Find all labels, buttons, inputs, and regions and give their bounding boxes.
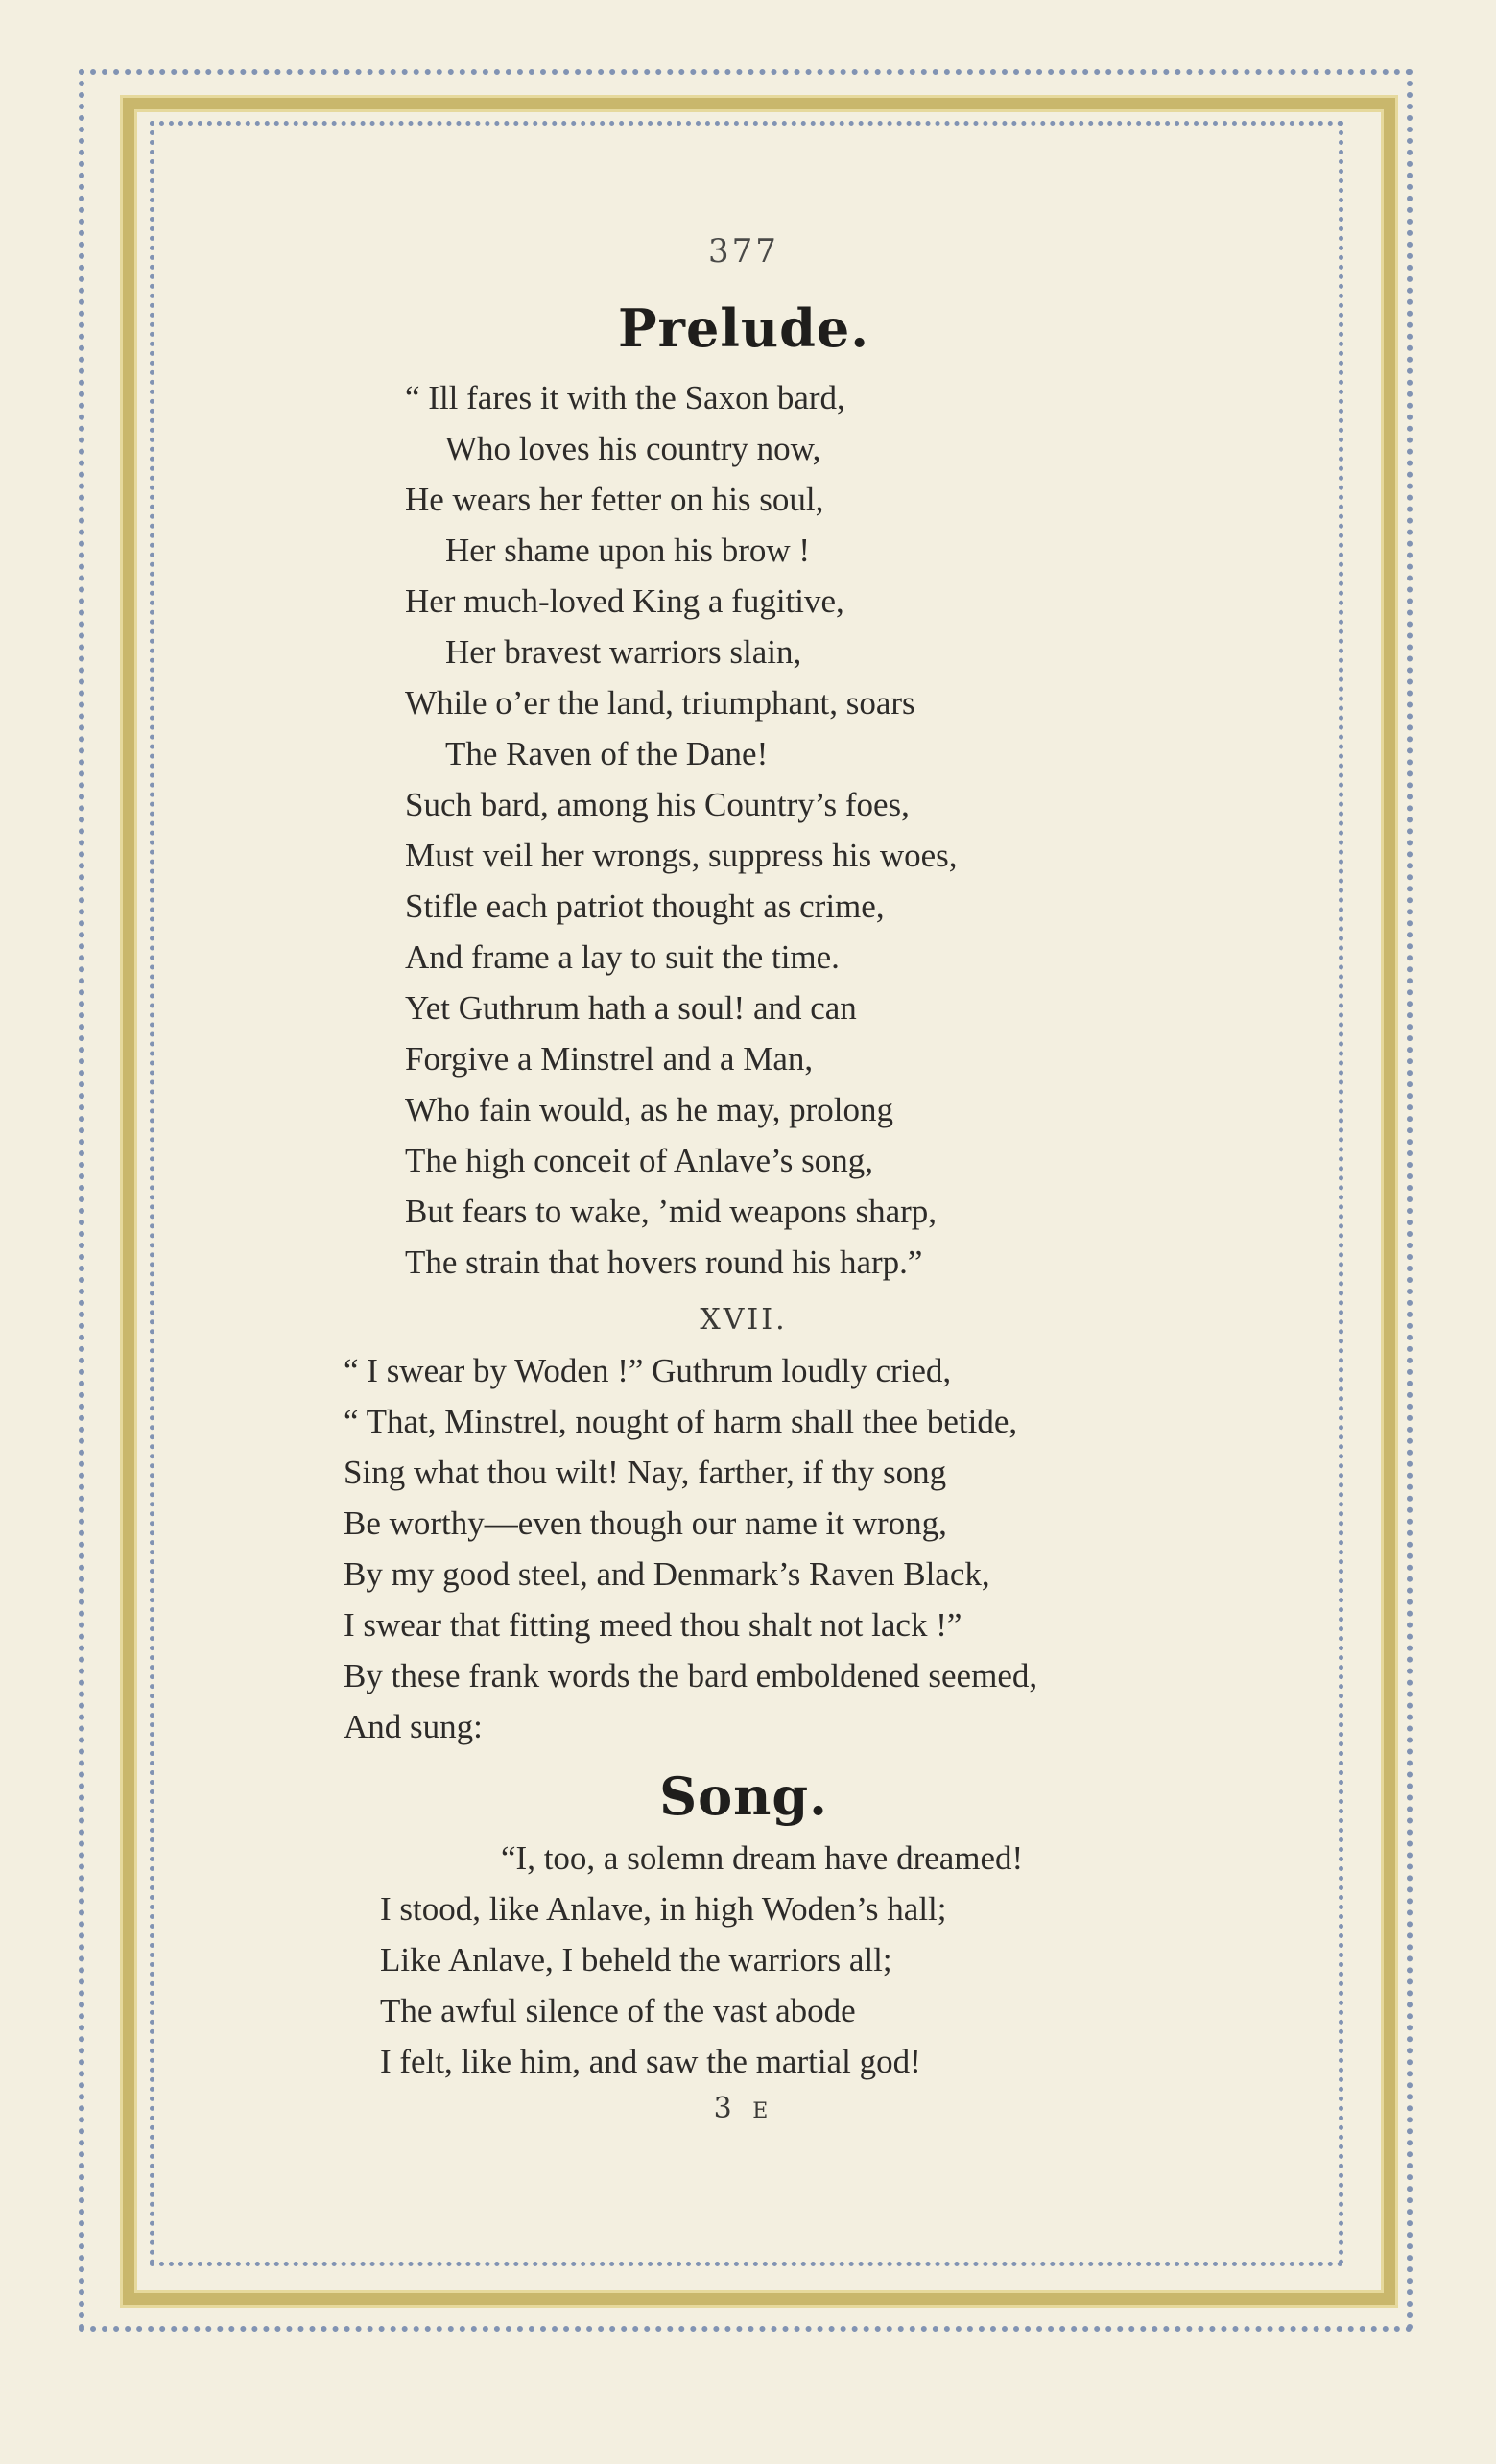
verse-line: He wears her fetter on his soul, <box>405 481 824 518</box>
verse-line: I stood, like Anlave, in high Woden’s hall; <box>380 1890 947 1928</box>
verse-line: Must veil her wrongs, suppress his woes, <box>405 837 958 874</box>
verse-line: By these frank words the bard emboldened seemed, <box>344 1657 1038 1694</box>
verse-line: But fears to wake, ’mid weapons sharp, <box>405 1193 938 1230</box>
section-number: XVII. <box>700 1303 788 1337</box>
verse-line: Such bard, among his Country’s foes, <box>405 786 910 823</box>
verse-line: I felt, like him, and saw the martial god! <box>380 2043 921 2080</box>
verse-line: And frame a lay to suit the time. <box>405 938 840 976</box>
verse-line: While o’er the land, triumphant, soars <box>405 684 915 722</box>
verse-line: “ Ill fares it with the Saxon bard, <box>405 379 845 416</box>
stanza-verse <box>344 1345 1037 1752</box>
verse-line: The strain that hovers round his harp.” <box>405 1244 923 1281</box>
verse-line: Be worthy—even though our name it wrong, <box>344 1504 947 1542</box>
verse-line: Yet Guthrum hath a soul! and can <box>405 989 857 1027</box>
prelude-heading: Prelude. <box>617 297 870 359</box>
verse-line: The awful silence of the vast abode <box>380 1992 856 2029</box>
verse-line: I swear that fitting meed thou shalt not lack !” <box>344 1606 962 1644</box>
page-content <box>182 144 1305 2236</box>
signature-mark <box>182 2092 1305 2125</box>
verse-line: By my good steel, and Denmark’s Raven Black, <box>344 1555 990 1593</box>
song-heading: Song. <box>659 1765 828 1827</box>
verse-line: Sing what thou wilt! Nay, farther, if thy song <box>344 1454 947 1491</box>
verse-line: The high conceit of Anlave’s song, <box>405 1142 873 1179</box>
signature-letter: E <box>752 2099 774 2123</box>
verse-line: Who loves his country now, <box>445 430 821 467</box>
verse-line: “I, too, a solemn dream have dreamed! <box>501 1839 1024 1877</box>
verse-line: Stifle each patriot thought as crime, <box>405 888 885 925</box>
verse-line: And sung: <box>344 1708 483 1745</box>
verse-line: Like Anlave, I beheld the warriors all; <box>380 1941 892 1978</box>
verse-line: Forgive a Minstrel and a Man, <box>405 1040 814 1078</box>
song-verse <box>380 1833 1023 2087</box>
prelude-verse <box>405 372 958 1288</box>
verse-line: “ I swear by Woden !” Guthrum loudly cried, <box>344 1352 952 1389</box>
signature-number: 3 <box>713 2092 738 2125</box>
page-number: 377 <box>708 232 779 271</box>
verse-line: The Raven of the Dane! <box>445 735 769 772</box>
verse-line: Her bravest warriors slain, <box>445 633 802 671</box>
verse-line: Who fain would, as he may, prolong <box>405 1091 894 1128</box>
verse-line: Her shame upon his brow ! <box>445 532 811 569</box>
verse-line: Her much-loved King a fugitive, <box>405 582 844 620</box>
verse-line: “ That, Minstrel, nought of harm shall thee betide, <box>344 1403 1018 1440</box>
